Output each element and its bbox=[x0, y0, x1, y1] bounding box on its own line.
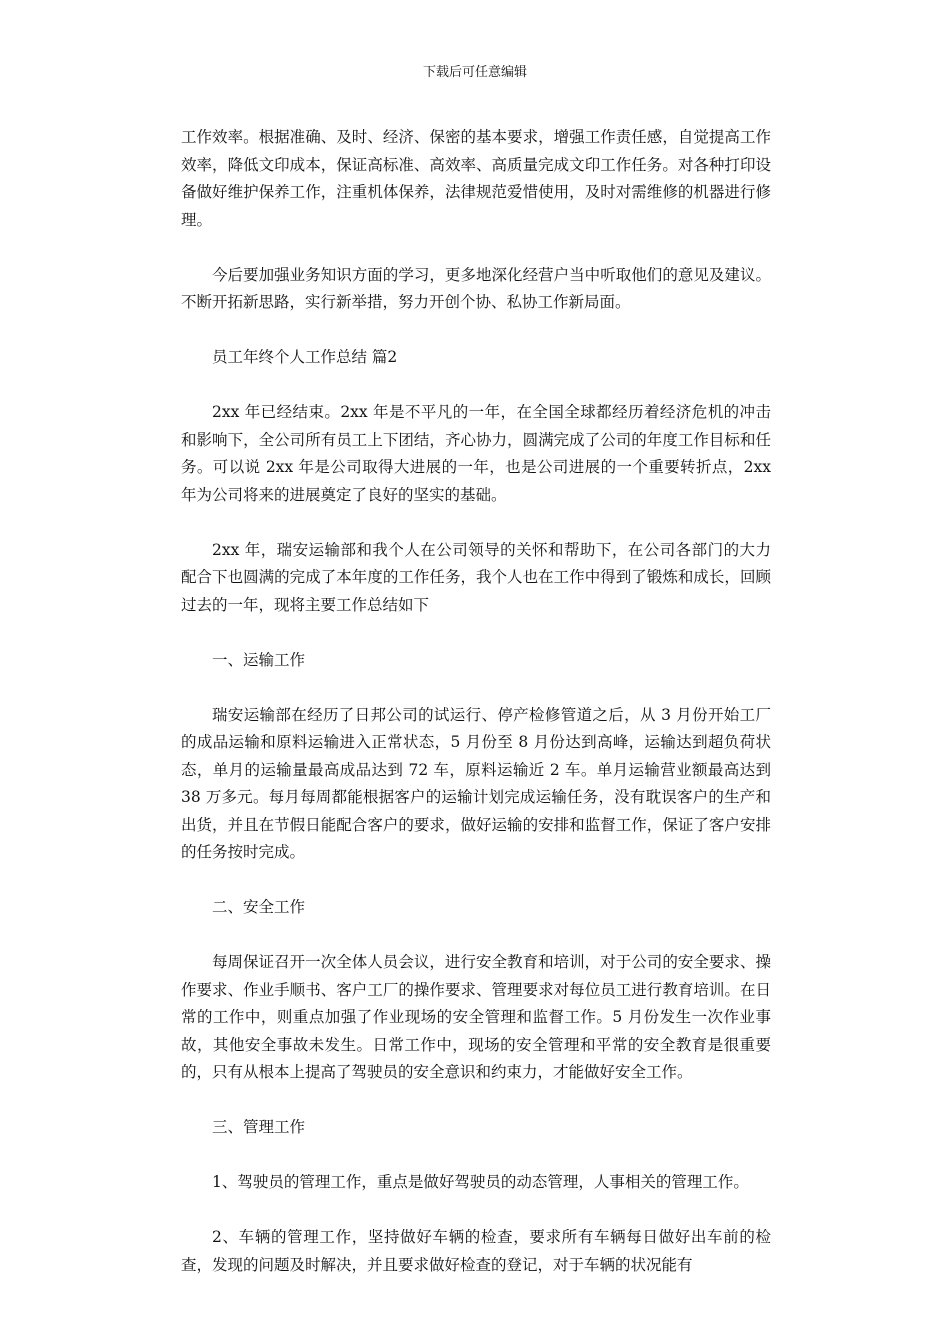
section-heading-transport: 一、运输工作 bbox=[212, 650, 306, 669]
page-header: 下载后可任意编辑 bbox=[422, 65, 527, 80]
paragraph: 2xx 年，瑞安运输部和我个人在公司领导的关怀和帮助下，在公司各部门的大力配合下也圆满的完成了本年度的工作任务，我个人也在工作中得到了锻炼和成长，回顾过去的一年，现将主要工作总结如下 bbox=[181, 540, 771, 614]
paragraph: 2xx 年已经结束。2xx 年是不平凡的一年，在全国全球都经历着经济危机的冲击和影响下，全公司所有员工上下团结，齐心协力，圆满完成了公司的年度工作目标和任务。可以说 2xx 年是公司取得大进展的一年，也是公司进展的一个重要转折点，2xx 年为公司将来的进展奠定了良好的坚实的基础。 bbox=[181, 403, 771, 504]
section-heading-management: 三、管理工作 bbox=[212, 1118, 306, 1136]
paragraph: 每周保证召开一次全体人员会议，进行安全教育和培训，对于公司的安全要求、操作要求、作业手顺书、客户工厂的操作要求、管理要求对每位员工进行教育培训。在日常的工作中，则重点加强了作业现场的安全管理和监督工作。5 月份发生一次作业事故，其他安全事故未发生。日常工作中，现场的安全管理和平常的安全教育是很重要的，只有从根本上提高了驾驶员的安全意识和约束力，才能做好安全工作。 bbox=[181, 953, 771, 1081]
paragraph: 瑞安运输部在经历了日邦公司的试运行、停产检修管道之后，从 3 月份开始工厂的成品运输和原料运输进入正常状态，5 月份至 8 月份达到高峰，运输达到超负荷状态，单月的运输量最高成品达到 72 车，原料运输近 2 车。单月运输营业额最高达到 38 万多元。每月每周都能根据客户的运输计划完成运输任务，没有耽误客户的生产和出货，并且在节假日能配合客户的要求，做好运输的安排和监督工作，保证了客户安排的任务按时完成。 bbox=[181, 705, 771, 861]
document-body bbox=[181, 124, 771, 1307]
paragraph: 1、驾驶员的管理工作，重点是做好驾驶员的动态管理，人事相关的管理工作。 bbox=[212, 1173, 749, 1191]
paragraph: 2、车辆的管理工作，坚持做好车辆的检查，要求所有车辆每日做好出车前的检查，发现的问题及时解决，并且要求做好检查的登记，对于车辆的状况能有 bbox=[181, 1228, 771, 1274]
paragraph: 今后要加强业务知识方面的学习，更多地深化经营户当中听取他们的意见及建议。不断开拓新思路，实行新举措，努力开创个协、私协工作新局面。 bbox=[181, 265, 771, 311]
section-title: 员工年终个人工作总结 篇2 bbox=[212, 348, 398, 366]
paragraph-continued: 工作效率。根据准确、及时、经济、保密的基本要求，增强工作责任感，自觉提高工作效率，降低文印成本，保证高标准、高效率、高质量完成文印工作任务。对各种打印设备做好维护保养工作，注重机体保养，法律规范爱惜使用，及时对需维修的机器进行修理。 bbox=[181, 128, 771, 229]
section-heading-safety: 二、安全工作 bbox=[212, 898, 306, 916]
